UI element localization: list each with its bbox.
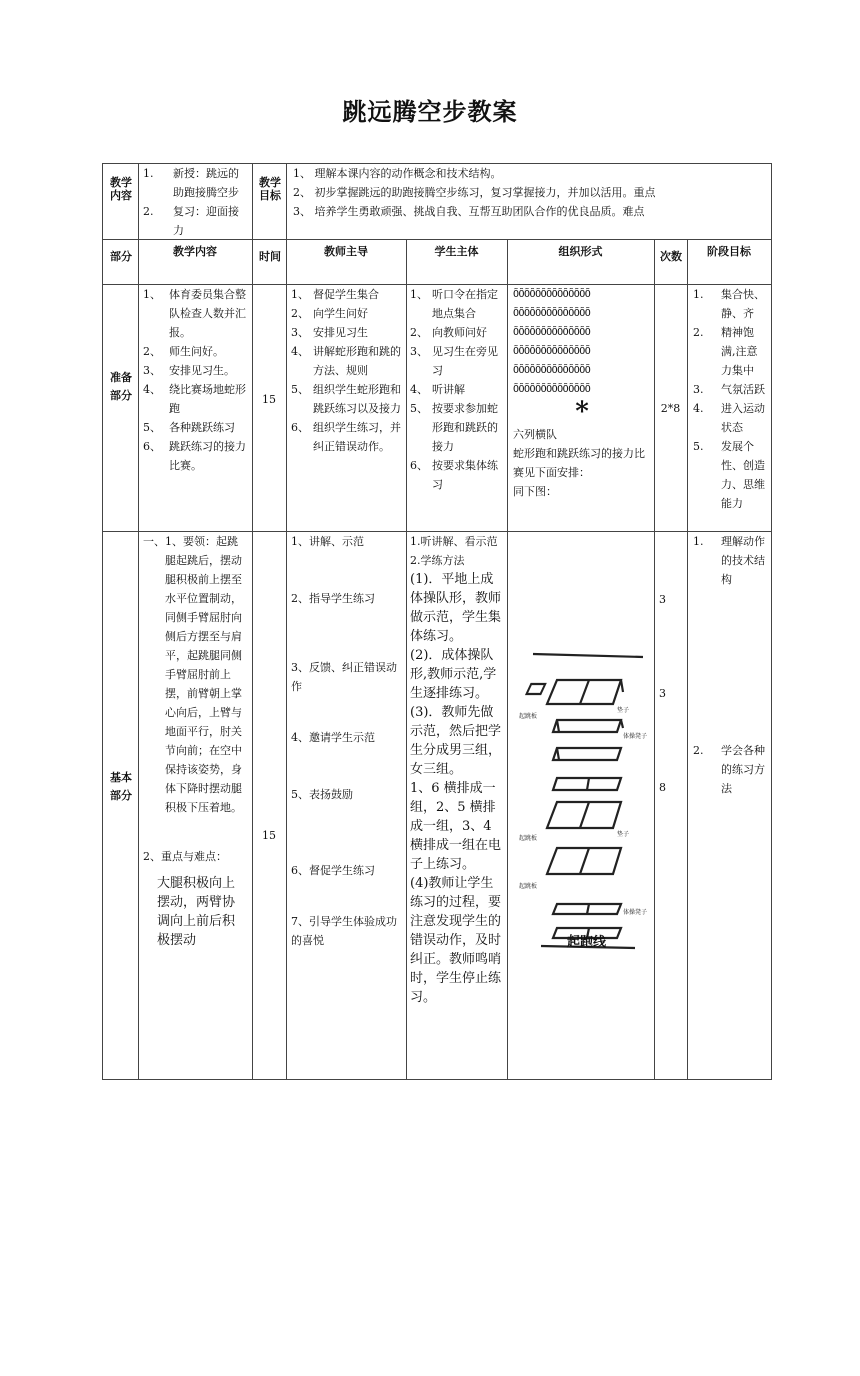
item-text: 各种跳跃练习 [169,421,235,434]
hurdle-label: 体操凳子 [623,909,647,916]
list-item [693,380,767,399]
board-label: 起跳板 [519,883,538,890]
formation-row: ÕÕÕÕÕÕÕÕÕÕÕÕÕÕ [513,384,591,395]
list-item [693,437,767,513]
basic-count: 8 [659,781,666,794]
list-item [291,418,401,456]
teacher-step: 5、表扬鼓励 [291,788,353,801]
item-text: 体育委员集合整队检查人数并汇报。 [169,288,246,339]
basic-time: 15 [262,829,276,842]
item-number: 1. [693,288,704,301]
item-text: 师生问好。 [169,345,224,358]
item-number: 3、 [143,364,161,377]
item-number: 5、 [410,402,428,415]
item-number: 3、 [410,345,428,358]
teacher-step: 6、督促学生练习 [291,864,375,877]
list-item [143,202,249,240]
teaching-goal-list [293,164,763,221]
item-text: 讲解蛇形跑和跳的方法、规则 [313,345,401,377]
prep-content-list [143,285,249,475]
column-header-teacher: 教师主导 [324,245,368,258]
item-number: 2、 [410,326,428,339]
formation-text: 六列横队 [513,428,557,441]
list-item [291,342,401,380]
item-text: 新授：跳远的助跑接腾空步 [173,167,239,199]
item-number: 5. [693,440,704,453]
practice-layout-diagram [517,648,647,953]
list-item [693,741,767,798]
basic-content-main: 一、1、要领：起跳腿起跳后，摆动腿积极前上摆至水平位置制动，同侧手臂屈肘向侧后方摆至与肩平，起跳腿同侧手臂屈肘前上摆，前臂朝上掌心向后，上臂与地面平行，肘关节向前；在空中保持该姿势，身体下降时摆动腿积极下压着地。 [143,535,242,814]
formation-row: ÕÕÕÕÕÕÕÕÕÕÕÕÕÕ [513,289,591,300]
list-item [143,380,249,418]
basic-part-label: 基本部分 [110,771,132,802]
item-text: 气氛活跃 [721,383,765,396]
item-text: 精神饱满,注意力集中 [721,326,758,377]
item-text: 向教师问好 [432,326,487,339]
mat-label: 垫子 [617,831,630,838]
item-number: 3. [693,383,704,396]
list-item [410,399,504,456]
student-step: (4)教师让学生练习的过程，要注意发现学生的错误动作，及时纠正。教师鸣哨时，学生停止练习。 [410,876,502,1005]
list-item [143,437,249,475]
basic-student-list [410,532,504,1007]
grid-line [138,164,139,239]
lesson-plan-table [102,163,772,1080]
column-header-organization: 组织形式 [558,245,603,258]
item-text: 按要求集体练习 [432,459,498,491]
start-line-label: 起跑线 [567,935,607,950]
student-step: (1)．平地上成体操队形，教师做示范，学生集体练习。 [410,572,502,644]
item-number: 2、 [291,307,309,320]
teacher-step: 2、指导学生练习 [291,592,375,605]
basic-key-text: 大腿积极向上摆动，两臂协调向上前后积极摆动 [157,876,236,948]
item-text: 听口令在指定地点集合 [432,288,498,320]
formation-row: ÕÕÕÕÕÕÕÕÕÕÕÕÕÕ [513,327,591,338]
basic-content [143,532,247,950]
teaching-content-label: 教学内容 [110,176,132,202]
list-item [143,361,249,380]
list-item [693,285,767,323]
student-step: (3)．教师先做示范，然后把学生分成男三组，女三组。 [410,705,502,777]
item-text: 见习生在旁见习 [432,345,498,377]
list-item [693,323,767,380]
column-header-student: 学生主体 [434,245,479,258]
item-number: 5、 [291,383,309,396]
board-label: 起跳板 [519,713,538,720]
teaching-goal-label: 教学目标 [259,176,281,202]
item-number: 2. [693,326,704,339]
item-number: 4、 [291,345,309,358]
list-item [410,380,504,399]
prep-count: 2*8 [660,402,681,415]
item-number: 2、 [143,345,161,358]
grid-line [252,164,253,239]
item-number: 4. [693,402,704,415]
page-title: 跳远腾空步教案 [342,98,518,126]
basic-count: 3 [659,687,666,700]
hurdle-label: 体操凳子 [623,733,647,740]
item-text: 向学生问好 [313,307,368,320]
list-item [291,285,401,304]
column-header-count: 次数 [660,250,682,263]
column-header-time: 时间 [259,250,281,263]
list-item [410,285,504,323]
item-number: 1、 [143,288,161,301]
prep-time: 15 [262,393,276,406]
list-item [410,323,504,342]
list-item [410,342,504,380]
list-item [291,323,401,342]
teacher-step: 7、引导学生体验成功的喜悦 [291,915,397,947]
prep-goal-list [693,285,767,513]
column-header-content: 教学内容 [173,245,217,258]
practice-layout-svg [517,648,647,953]
item-text: 安排见习生。 [169,364,235,377]
teaching-content-list [143,164,249,240]
grid-line [286,164,287,239]
item-text: 督促学生集合 [313,288,379,301]
item-text: 安排见习生 [313,326,368,339]
grid-line [252,239,253,1079]
grid-line [687,239,688,1079]
item-number: 4、 [143,383,161,396]
basic-count: 3 [659,593,666,606]
basic-key-label: 2、重点与难点： [143,850,227,863]
basic-teacher-list [291,532,403,950]
formation-text: 蛇形跑和跳跃练习的接力比赛见下面安排： [513,447,645,479]
teacher-step: 1、讲解、示范 [291,535,364,548]
item-number: 1、 [410,288,428,301]
column-header-goal: 阶段目标 [707,245,751,258]
student-step: 1、6 横排成一组，2、5 横排成一组，3、4 横排成一组在电子上练习。 [410,781,502,872]
list-item [291,380,401,418]
item-text: 复习：迎面接力 [173,205,239,237]
item-text: 组织学生蛇形跑和跳跃练习以及接力 [313,383,401,415]
basic-goal-list [693,532,767,798]
prep-part-label: 准备部分 [110,371,132,402]
list-item [693,532,767,589]
item-text: 发展个性、创造力、思维能力 [721,440,765,510]
formation-text: 同下图： [513,485,557,498]
item-number: 4、 [410,383,428,396]
prep-student-list [410,285,504,494]
teacher-step: 3、反馈、纠正错误动作 [291,661,397,693]
item-number: 1. [693,535,704,548]
item-number: 2. [693,744,704,757]
list-item [143,164,249,202]
item-text: 集合快、静、齐 [721,288,765,320]
mat-label: 垫子 [617,707,630,714]
item-text: 绕比赛场地蛇形跑 [169,383,246,415]
item-number: 5、 [143,421,161,434]
column-header-part: 部分 [110,250,132,263]
student-step: 1.听讲解、看示范 [410,535,498,548]
item-number: 6、 [410,459,428,472]
item-text: 组织学生练习，并纠正错误动作。 [313,421,401,453]
student-step: 2.学练方法 [410,554,465,567]
student-step: (2)．成体操队形,教师示范,学生逐排练习。 [410,648,497,701]
item-text: 学会各种的练习方法 [721,744,765,795]
item-number: 3、 [291,326,309,339]
formation-row: ÕÕÕÕÕÕÕÕÕÕÕÕÕÕ [513,308,591,319]
item-text: 按要求参加蛇形跑和跳跃的接力 [432,402,498,453]
goal-line: 1、 理解本课内容的动作概念和技术结构。 [293,167,502,180]
item-text: 理解动作的技术结构 [721,535,765,586]
list-item [143,342,249,361]
goal-line: 3、 培养学生勇敢顽强、挑战自我、互帮互助团队合作的优良品质。难点 [293,205,645,218]
item-number: 6、 [143,440,161,453]
item-text: 听讲解 [432,383,465,396]
item-number: 1、 [291,288,309,301]
formation-row: ÕÕÕÕÕÕÕÕÕÕÕÕÕÕ [513,365,591,376]
formation-row: ÕÕÕÕÕÕÕÕÕÕÕÕÕÕ [513,346,591,357]
list-item [410,456,504,494]
prep-formation [513,285,651,501]
goal-line: 2、 初步掌握跳远的助跑接腾空步练习，复习掌握接力，并加以活用。重点 [293,186,656,199]
item-number: 1. [143,167,154,180]
item-text: 进入运动状态 [721,402,765,434]
list-item [693,399,767,437]
prep-teacher-list [291,285,401,456]
grid-line [138,239,139,1079]
item-number: 6、 [291,421,309,434]
item-number: 2. [143,205,154,218]
teacher-position-mark: * [575,397,589,427]
teacher-step: 4、邀请学生示范 [291,731,375,744]
board-label: 起跳板 [519,835,538,842]
grid-line [654,239,655,1079]
grid-line [286,239,287,1079]
item-text: 跳跃练习的接力比赛。 [169,440,246,472]
list-item [143,418,249,437]
list-item [143,285,249,342]
grid-line [406,239,407,1079]
list-item [291,304,401,323]
grid-line [507,239,508,1079]
